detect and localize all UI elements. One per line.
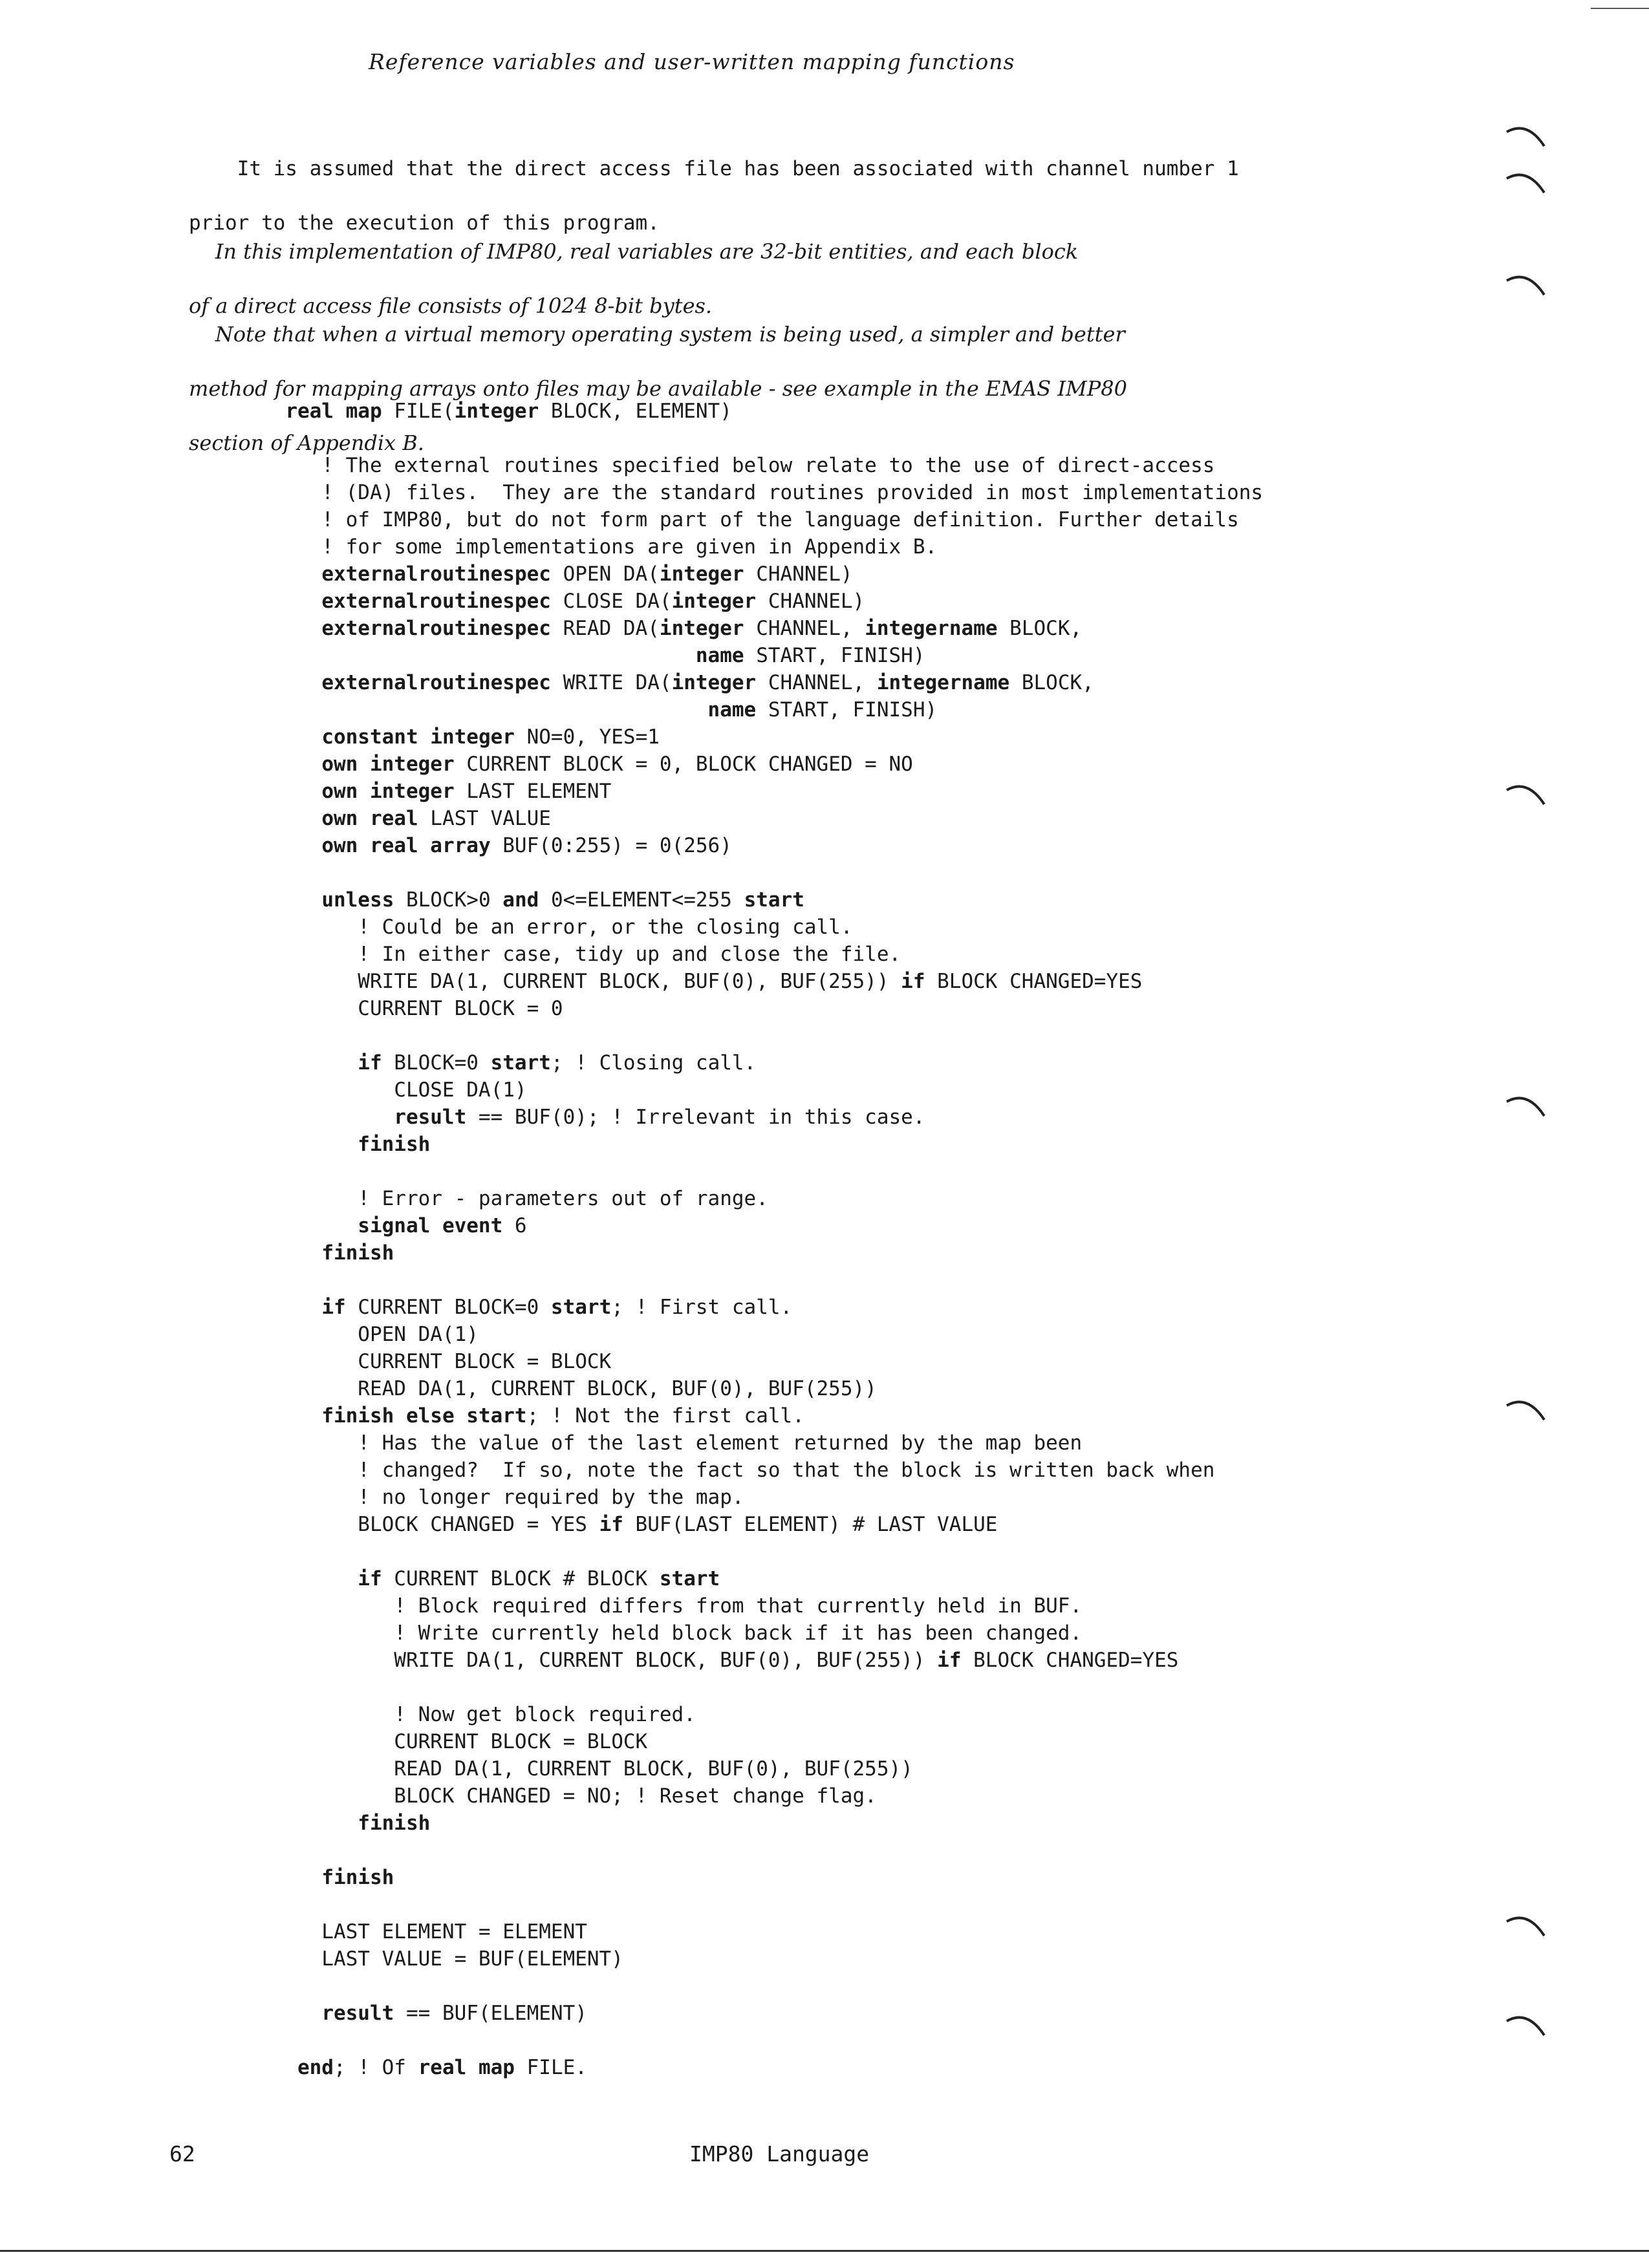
- code-line: [189, 2054, 1263, 2081]
- code-text: FILE.: [514, 2056, 587, 2079]
- code-line: [189, 1076, 1263, 1104]
- margin-mark-icon: [1505, 2012, 1547, 2038]
- code-keyword: if: [321, 1296, 346, 1319]
- code-text: [189, 725, 321, 749]
- code-text: WRITE DA(1, CURRENT BLOCK, BUF(0), BUF(255)): [189, 1649, 938, 1672]
- code-text: [189, 1051, 358, 1075]
- code-line: [189, 1321, 1263, 1348]
- code-line: [189, 398, 1263, 425]
- code-keyword: if: [599, 1513, 623, 1536]
- code-text: ! no longer required by the map.: [189, 1486, 744, 1509]
- code-text: CLOSE DA(1): [189, 1078, 527, 1102]
- code-line: [189, 1782, 1263, 1810]
- code-text: 6: [502, 1214, 527, 1237]
- margin-mark-icon: [1505, 781, 1547, 807]
- code-line: [189, 479, 1263, 506]
- code-text: [189, 1567, 358, 1590]
- code-text: ! Block required differs from that currently held in BUF.: [189, 1594, 1083, 1618]
- code-keyword: integer: [454, 400, 539, 423]
- code-line: [189, 1212, 1263, 1239]
- implementation-note-line-1: In this implementation of IMP80, real variables are 32-bit entities, and each block: [215, 239, 1079, 264]
- code-text: WRITE DA(1, CURRENT BLOCK, BUF(0), BUF(255)): [189, 970, 901, 993]
- code-text: START, FINISH): [756, 698, 938, 722]
- code-text: [189, 807, 321, 830]
- code-line: [189, 1185, 1263, 1212]
- code-keyword: if: [901, 970, 925, 993]
- code-line: [189, 1701, 1263, 1728]
- code-text: LAST VALUE: [418, 807, 551, 830]
- code-text: CLOSE DA(: [550, 590, 672, 613]
- code-line: [189, 1918, 1263, 1945]
- code-blank-line: [189, 859, 1263, 886]
- code-keyword: real map: [285, 400, 382, 423]
- code-listing: [189, 398, 1263, 2081]
- code-keyword: own real: [321, 807, 418, 830]
- code-text: ; ! Not the first call.: [526, 1404, 804, 1428]
- code-keyword: real map: [418, 2056, 515, 2079]
- code-text: [189, 1241, 321, 1265]
- code-keyword: own integer: [321, 753, 455, 776]
- code-keyword: end: [297, 2056, 334, 2079]
- code-line: [189, 1592, 1263, 1620]
- code-keyword: constant integer: [321, 725, 515, 749]
- bottom-edge-rule: [0, 2250, 1649, 2252]
- margin-mark-icon: [1505, 123, 1547, 149]
- code-blank-line: [189, 1022, 1263, 1049]
- code-keyword: if: [937, 1649, 962, 1672]
- code-text: [189, 1866, 321, 1889]
- code-keyword: and: [502, 888, 539, 912]
- code-text: ; ! Of: [333, 2056, 418, 2079]
- code-keyword: name: [695, 644, 744, 667]
- code-text: READ DA(1, CURRENT BLOCK, BUF(0), BUF(255)): [189, 1377, 877, 1400]
- code-keyword: result: [321, 2002, 394, 2025]
- code-text: BLOCK CHANGED=YES: [961, 1649, 1179, 1672]
- code-text: [189, 1106, 394, 1129]
- code-text: [189, 834, 321, 857]
- code-text: CURRENT BLOCK = BLOCK: [189, 1350, 612, 1373]
- code-line: [189, 1620, 1263, 1647]
- code-line: [189, 2000, 1263, 2027]
- code-blank-line: [189, 1674, 1263, 1701]
- margin-mark-icon: [1505, 1093, 1547, 1118]
- code-text: [189, 888, 321, 912]
- code-text: [189, 2056, 297, 2079]
- code-text: CURRENT BLOCK = 0: [189, 997, 563, 1020]
- code-line: [189, 533, 1263, 561]
- code-line: [189, 1647, 1263, 1674]
- implementation-note-line-2: of a direct access file consists of 1024 8-bit bytes.: [189, 294, 713, 318]
- code-text: BLOCK CHANGED=YES: [925, 970, 1143, 993]
- code-text: [189, 698, 708, 722]
- code-line: [189, 941, 1263, 968]
- code-text: ! In either case, tidy up and close the file.: [189, 943, 901, 966]
- running-head: Reference variables and user-written mapping functions: [369, 49, 1015, 74]
- code-keyword: integer: [659, 562, 744, 586]
- code-text: CURRENT BLOCK=0: [345, 1296, 551, 1319]
- code-keyword: own integer: [321, 780, 455, 803]
- code-keyword: integername: [865, 617, 998, 640]
- code-line: [189, 1131, 1263, 1158]
- intro-line-2: prior to the execution of this program.: [189, 211, 660, 235]
- code-text: ! Has the value of the last element returned by the map been: [189, 1431, 1083, 1455]
- code-text: ! Could be an error, or the closing call.: [189, 915, 853, 939]
- code-text: ! Error - parameters out of range.: [189, 1187, 768, 1210]
- code-text: CHANNEL,: [744, 617, 865, 640]
- code-text: BLOCK, ELEMENT): [539, 400, 732, 423]
- code-keyword: unless: [321, 888, 394, 912]
- code-line: [189, 561, 1263, 588]
- code-text: NO=0, YES=1: [514, 725, 660, 749]
- code-line: [189, 1294, 1263, 1321]
- code-keyword: externalroutinespec: [321, 590, 551, 613]
- code-text: CURRENT BLOCK # BLOCK: [382, 1567, 660, 1590]
- code-line: [189, 1348, 1263, 1375]
- code-keyword: finish else start: [321, 1404, 527, 1428]
- code-text: 0<=ELEMENT<=255: [539, 888, 744, 912]
- code-text: LAST ELEMENT: [454, 780, 612, 803]
- code-blank-line: [189, 1891, 1263, 1918]
- code-line: [189, 1239, 1263, 1267]
- code-text: [189, 562, 321, 586]
- code-keyword: start: [744, 888, 804, 912]
- code-line: [189, 995, 1263, 1022]
- code-text: LAST ELEMENT = ELEMENT: [189, 1920, 587, 1943]
- code-line: [189, 723, 1263, 751]
- virtual-memory-line-3: section of Appendix B.: [189, 431, 424, 455]
- code-line: [189, 1864, 1263, 1891]
- code-text: BLOCK CHANGED = YES: [189, 1513, 599, 1536]
- code-keyword: finish: [321, 1866, 394, 1889]
- code-text: BLOCK CHANGED = NO; ! Reset change flag.: [189, 1784, 877, 1808]
- virtual-memory-line-2: method for mapping arrays onto files may be available - see example in the EMAS IMP80: [189, 376, 1127, 401]
- code-line: [189, 588, 1263, 615]
- code-text: [189, 753, 321, 776]
- code-text: ! Write currently held block back if it has been changed.: [189, 1621, 1083, 1645]
- code-text: [189, 671, 321, 694]
- code-text: CHANNEL,: [756, 671, 877, 694]
- code-text: CHANNEL): [744, 562, 853, 586]
- code-line: [189, 886, 1263, 914]
- code-keyword: start: [659, 1567, 720, 1590]
- code-keyword: result: [394, 1106, 467, 1129]
- code-text: [189, 590, 321, 613]
- code-text: ! Now get block required.: [189, 1703, 696, 1726]
- code-keyword: start: [490, 1051, 551, 1075]
- code-text: == BUF(0); ! Irrelevant in this case.: [466, 1106, 925, 1129]
- code-keyword: signal event: [358, 1214, 503, 1237]
- code-blank-line: [189, 2027, 1263, 2054]
- code-line: [189, 1945, 1263, 1973]
- code-line: [189, 914, 1263, 941]
- virtual-memory-line-1: Note that when a virtual memory operating system is being used, a simpler and better: [215, 322, 1125, 347]
- code-text: BLOCK,: [1009, 671, 1094, 694]
- code-text: [189, 1214, 358, 1237]
- code-text: [189, 644, 696, 667]
- code-text: == BUF(ELEMENT): [394, 2002, 587, 2025]
- code-text: OPEN DA(1): [189, 1323, 479, 1346]
- code-text: [189, 1296, 321, 1319]
- top-edge-rule: [1591, 8, 1649, 9]
- code-line: [189, 506, 1263, 533]
- code-text: [189, 1812, 358, 1835]
- code-text: WRITE DA(: [550, 671, 672, 694]
- code-line: [189, 1402, 1263, 1429]
- code-blank-line: [189, 1837, 1263, 1864]
- code-keyword: integer: [659, 617, 744, 640]
- intro-line-1: It is assumed that the direct access file has been associated with channel number 1: [237, 157, 1239, 180]
- code-text: ! for some implementations are given in Appendix B.: [189, 535, 938, 559]
- code-line: [189, 1104, 1263, 1131]
- code-text: FILE(: [382, 400, 455, 423]
- code-line: [189, 642, 1263, 669]
- code-line: [189, 832, 1263, 859]
- code-text: [189, 1404, 321, 1428]
- code-text: ! changed? If so, note the fact so that the block is written back when: [189, 1459, 1215, 1482]
- code-text: OPEN DA(: [550, 562, 660, 586]
- code-keyword: externalroutinespec: [321, 562, 551, 586]
- code-line: [189, 696, 1263, 723]
- code-text: ; ! Closing call.: [550, 1051, 757, 1075]
- code-keyword: integer: [671, 671, 757, 694]
- code-blank-line: [189, 1973, 1263, 2000]
- code-line: [189, 669, 1263, 696]
- code-line: [189, 968, 1263, 995]
- code-text: LAST VALUE = BUF(ELEMENT): [189, 1947, 623, 1971]
- code-text: [189, 780, 321, 803]
- code-text: [189, 1133, 358, 1156]
- code-line: [189, 778, 1263, 805]
- code-line: [189, 452, 1263, 479]
- code-keyword: integer: [671, 590, 757, 613]
- code-text: ! of IMP80, but do not form part of the language definition. Further details: [189, 508, 1239, 531]
- code-keyword: if: [358, 1051, 382, 1075]
- code-line: [189, 1565, 1263, 1592]
- code-text: READ DA(1, CURRENT BLOCK, BUF(0), BUF(255)): [189, 1757, 913, 1781]
- code-keyword: own real array: [321, 834, 491, 857]
- code-text: [189, 2002, 321, 2025]
- code-line: [189, 1728, 1263, 1755]
- code-text: READ DA(: [550, 617, 660, 640]
- margin-mark-icon: [1505, 1912, 1547, 1938]
- code-text: ; ! First call.: [611, 1296, 793, 1319]
- footer-title: IMP80 Language: [689, 2141, 870, 2166]
- code-line: [189, 1511, 1263, 1538]
- code-text: BUF(LAST ELEMENT) # LAST VALUE: [623, 1513, 998, 1536]
- code-blank-line: [189, 1538, 1263, 1565]
- code-line: [189, 1375, 1263, 1402]
- code-line: [189, 1484, 1263, 1511]
- code-text: BLOCK>0: [394, 888, 503, 912]
- code-keyword: externalroutinespec: [321, 617, 551, 640]
- code-line: [189, 615, 1263, 642]
- code-text: ! (DA) files. They are the standard routines provided in most implementations: [189, 481, 1264, 504]
- code-line: [189, 1049, 1263, 1076]
- code-keyword: finish: [321, 1241, 394, 1265]
- code-text: CHANNEL): [756, 590, 865, 613]
- code-text: BLOCK=0: [382, 1051, 491, 1075]
- code-keyword: integername: [876, 671, 1010, 694]
- code-keyword: finish: [358, 1812, 431, 1835]
- code-text: BUF(0:255) = 0(256): [490, 834, 732, 857]
- code-line: [189, 1429, 1263, 1457]
- code-text: [189, 617, 321, 640]
- code-line: [189, 751, 1263, 778]
- code-text: ! The external routines specified below relate to the use of direct-access: [189, 454, 1215, 477]
- code-keyword: name: [707, 698, 757, 722]
- code-blank-line: [189, 1267, 1263, 1294]
- code-keyword: finish: [358, 1133, 431, 1156]
- code-line: [189, 805, 1263, 832]
- margin-mark-icon: [1505, 169, 1547, 195]
- code-keyword: externalroutinespec: [321, 671, 551, 694]
- code-line: [189, 1457, 1263, 1484]
- code-text: START, FINISH): [744, 644, 925, 667]
- code-text: CURRENT BLOCK = 0, BLOCK CHANGED = NO: [454, 753, 913, 776]
- code-blank-line: [189, 425, 1263, 452]
- code-keyword: if: [358, 1567, 382, 1590]
- margin-mark-icon: [1505, 272, 1547, 297]
- code-keyword: start: [550, 1296, 612, 1319]
- code-text: BLOCK,: [997, 617, 1083, 640]
- code-text: [189, 400, 285, 423]
- margin-mark-icon: [1505, 1396, 1547, 1422]
- code-line: [189, 1755, 1263, 1782]
- page-number: 62: [169, 2141, 195, 2166]
- code-line: [189, 1810, 1263, 1837]
- code-blank-line: [189, 1158, 1263, 1185]
- code-text: CURRENT BLOCK = BLOCK: [189, 1730, 648, 1753]
